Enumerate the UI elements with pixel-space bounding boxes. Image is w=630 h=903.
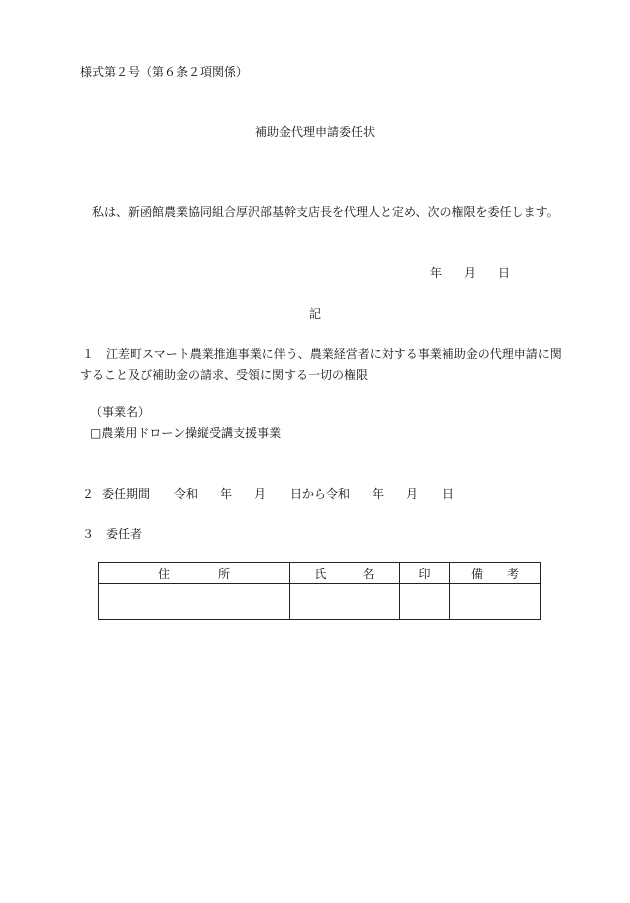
item1-line1: １ 江差町スマート農業推進事業に伴う、農業経営者に対する事業補助金の代理申請に関 bbox=[82, 347, 562, 361]
table-header-row bbox=[99, 563, 541, 584]
item2-day2: 日 bbox=[442, 487, 455, 501]
ki-heading: 記 bbox=[308, 307, 321, 321]
cell-address[interactable] bbox=[99, 584, 290, 620]
item2-month2: 月 bbox=[406, 487, 419, 501]
delegator-table bbox=[98, 562, 541, 620]
item2-from: 日から令和 bbox=[290, 487, 351, 501]
header-address: 住 所 bbox=[99, 563, 290, 584]
item2-year1: 年 bbox=[220, 487, 233, 501]
item2-era1: 令和 bbox=[174, 487, 199, 501]
item2-number: ２ bbox=[82, 487, 95, 501]
date-line bbox=[430, 265, 510, 281]
cell-seal[interactable] bbox=[400, 584, 450, 620]
project-checkbox[interactable]: □ bbox=[90, 426, 102, 440]
project-label: （事業名） bbox=[90, 405, 151, 419]
table-row bbox=[99, 584, 541, 620]
header-remarks: 備 考 bbox=[450, 563, 541, 584]
item3-delegator-heading: ３ 委任者 bbox=[82, 527, 143, 541]
document-title: 補助金代理申請委任状 bbox=[254, 125, 375, 139]
date-month: 月 bbox=[464, 266, 477, 280]
form-number: 様式第２号（第６条２項関係） bbox=[80, 65, 249, 79]
item2-label: 委任期間 bbox=[102, 487, 151, 501]
project-item bbox=[90, 425, 281, 441]
header-name: 氏 名 bbox=[290, 563, 400, 584]
cell-name[interactable] bbox=[290, 584, 400, 620]
item2-year2: 年 bbox=[372, 487, 385, 501]
date-year: 年 bbox=[430, 266, 443, 280]
delegation-period bbox=[82, 486, 482, 502]
header-seal: 印 bbox=[400, 563, 450, 584]
item1-line2: すること及び補助金の請求、受領に関する一切の権限 bbox=[80, 368, 369, 382]
project-name: 農業用ドローン操縦受講支援事業 bbox=[101, 426, 282, 440]
date-day: 日 bbox=[498, 266, 511, 280]
delegation-statement: 私は、新函館農業協同組合厚沢部基幹支店長を代理人と定め、次の権限を委任します。 bbox=[92, 205, 559, 219]
item2-month1: 月 bbox=[254, 487, 267, 501]
cell-remarks[interactable] bbox=[450, 584, 541, 620]
